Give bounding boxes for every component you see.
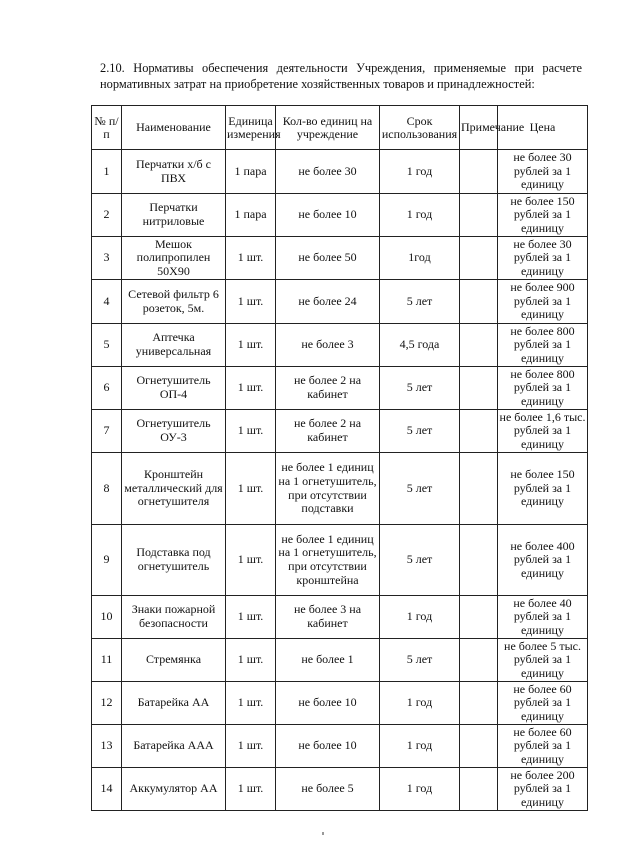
- cell-num: 9: [92, 525, 122, 596]
- cell-note: [460, 596, 498, 639]
- cell-num: 7: [92, 410, 122, 453]
- cell-note: [460, 280, 498, 324]
- cell-num: 4: [92, 280, 122, 324]
- cell-price: не более 800 рублей за 1 единицу: [498, 324, 588, 367]
- cell-note: [460, 194, 498, 237]
- table-row: [92, 410, 588, 453]
- cell-price: не более 5 тыс. рублей за 1 единицу: [498, 639, 588, 682]
- table-row: [92, 596, 588, 639]
- cell-term: 5 лет: [380, 525, 460, 596]
- cell-note: [460, 682, 498, 725]
- cell-name: Батарейка АА: [122, 682, 226, 725]
- table-row: [92, 682, 588, 725]
- cell-qty: не более 10: [276, 194, 380, 237]
- cell-qty: не более 30: [276, 150, 380, 194]
- cell-unit: 1 шт.: [226, 768, 276, 811]
- header-cell-number: № п/п: [92, 106, 122, 150]
- cell-term: 5 лет: [380, 453, 460, 525]
- cell-name: Стремянка: [122, 639, 226, 682]
- cell-term: 5 лет: [380, 639, 460, 682]
- cell-term: 1год: [380, 237, 460, 280]
- cell-num: 10: [92, 596, 122, 639]
- cell-name: Знаки пожарной безопасности: [122, 596, 226, 639]
- cell-qty: не более 24: [276, 280, 380, 324]
- cell-num: 8: [92, 453, 122, 525]
- cell-qty: не более 5: [276, 768, 380, 811]
- cell-qty: не более 10: [276, 682, 380, 725]
- cell-note: [460, 453, 498, 525]
- cell-name: Огнетушитель ОУ-3: [122, 410, 226, 453]
- cell-name: Перчатки х/б с ПВХ: [122, 150, 226, 194]
- header-cell-quantity: Кол-во единиц на учреждение: [276, 106, 380, 150]
- table-row: [92, 237, 588, 280]
- cell-qty: не более 50: [276, 237, 380, 280]
- cell-unit: 1 шт.: [226, 324, 276, 367]
- cell-num: 5: [92, 324, 122, 367]
- cell-note: [460, 768, 498, 811]
- cell-term: 4,5 года: [380, 324, 460, 367]
- cell-name: Огнетушитель ОП-4: [122, 367, 226, 410]
- cell-price: не более 800 рублей за 1 единицу: [498, 367, 588, 410]
- cell-qty: не более 2 на кабинет: [276, 367, 380, 410]
- cell-qty: не более 2 на кабинет: [276, 410, 380, 453]
- header-cell-term: Срок использования: [380, 106, 460, 150]
- cell-price: не более 900 рублей за 1 единицу: [498, 280, 588, 324]
- cell-qty: не более 1 единиц на 1 огнетушитель, при отсутствии кронштейна: [276, 525, 380, 596]
- cell-name: Кронштейн металлический для огнетушителя: [122, 453, 226, 525]
- table-row: [92, 150, 588, 194]
- cell-unit: 1 шт.: [226, 453, 276, 525]
- cell-price: не более 150 рублей за 1 единицу: [498, 194, 588, 237]
- cell-num: 6: [92, 367, 122, 410]
- cell-num: 13: [92, 725, 122, 768]
- cell-unit: 1 шт.: [226, 367, 276, 410]
- cell-price: не более 200 рублей за 1 единицу: [498, 768, 588, 811]
- cell-price: не более 1,6 тыс. рублей за 1 единицу: [498, 410, 588, 453]
- table-row: [92, 324, 588, 367]
- cell-note: [460, 525, 498, 596]
- cell-name: Подставка под огнетушитель: [122, 525, 226, 596]
- cell-name: Перчатки нитриловые: [122, 194, 226, 237]
- cell-term: 1 год: [380, 194, 460, 237]
- cell-unit: 1 шт.: [226, 525, 276, 596]
- table-body: [92, 150, 588, 811]
- cell-price: не более 30 рублей за 1 единицу: [498, 237, 588, 280]
- cell-unit: 1 шт.: [226, 280, 276, 324]
- cell-term: 1 год: [380, 596, 460, 639]
- cell-price: не более 60 рублей за 1 единицу: [498, 725, 588, 768]
- cell-term: 5 лет: [380, 410, 460, 453]
- cell-price: не более 60 рублей за 1 единицу: [498, 682, 588, 725]
- table-row: [92, 280, 588, 324]
- cell-qty: не более 3: [276, 324, 380, 367]
- cell-num: 3: [92, 237, 122, 280]
- cell-term: 5 лет: [380, 280, 460, 324]
- cell-unit: 1 пара: [226, 194, 276, 237]
- cell-note: [460, 367, 498, 410]
- cell-price: не более 40 рублей за 1 единицу: [498, 596, 588, 639]
- cell-note: [460, 725, 498, 768]
- scan-mark: [322, 832, 324, 835]
- table-row: [92, 194, 588, 237]
- header-cell-note: Примечание: [460, 106, 498, 150]
- section-heading: 2.10. Нормативы обеспечения деятельности Учреждения, применяемые при расчете нормативных затрат на приобретение хозяйственных товаров и принадлежностей:: [100, 61, 582, 91]
- cell-name: Батарейка ААА: [122, 725, 226, 768]
- header-cell-unit: Единица измерения: [226, 106, 276, 150]
- cell-note: [460, 150, 498, 194]
- table-row: [92, 525, 588, 596]
- cell-name: Аптечка универсальная: [122, 324, 226, 367]
- cell-note: [460, 324, 498, 367]
- cell-num: 11: [92, 639, 122, 682]
- header-cell-name: Наименование: [122, 106, 226, 150]
- cell-term: 1 год: [380, 768, 460, 811]
- cell-price: не более 30 рублей за 1 единицу: [498, 150, 588, 194]
- cell-qty: не более 1 единиц на 1 огнетушитель, при отсутствии подставки: [276, 453, 380, 525]
- cell-note: [460, 410, 498, 453]
- cell-num: 2: [92, 194, 122, 237]
- table-row: [92, 768, 588, 811]
- cell-name: Сетевой фильтр 6 розеток, 5м.: [122, 280, 226, 324]
- cell-unit: 1 шт.: [226, 682, 276, 725]
- cell-term: 1 год: [380, 725, 460, 768]
- table-row: [92, 725, 588, 768]
- cell-num: 14: [92, 768, 122, 811]
- cell-name: Аккумулятор АА: [122, 768, 226, 811]
- cell-unit: 1 шт.: [226, 639, 276, 682]
- cell-term: 1 год: [380, 150, 460, 194]
- table-row: [92, 453, 588, 525]
- header-cell-price: Цена: [498, 106, 588, 150]
- cell-price: не более 150 рублей за 1 единицу: [498, 453, 588, 525]
- table-row: [92, 367, 588, 410]
- cell-num: 12: [92, 682, 122, 725]
- cell-name: Мешок полипропилен 50Х90: [122, 237, 226, 280]
- cell-unit: 1 шт.: [226, 725, 276, 768]
- table-header-row: [92, 106, 588, 150]
- cell-unit: 1 шт.: [226, 237, 276, 280]
- cell-note: [460, 639, 498, 682]
- cell-price: не более 400 рублей за 1 единицу: [498, 525, 588, 596]
- cell-qty: не более 10: [276, 725, 380, 768]
- cell-qty: не более 1: [276, 639, 380, 682]
- cell-term: 5 лет: [380, 367, 460, 410]
- cell-num: 1: [92, 150, 122, 194]
- cell-unit: 1 шт.: [226, 596, 276, 639]
- cell-unit: 1 пара: [226, 150, 276, 194]
- cell-unit: 1 шт.: [226, 410, 276, 453]
- norms-table: [91, 105, 588, 811]
- cell-qty: не более 3 на кабинет: [276, 596, 380, 639]
- table-row: [92, 639, 588, 682]
- cell-term: 1 год: [380, 682, 460, 725]
- cell-note: [460, 237, 498, 280]
